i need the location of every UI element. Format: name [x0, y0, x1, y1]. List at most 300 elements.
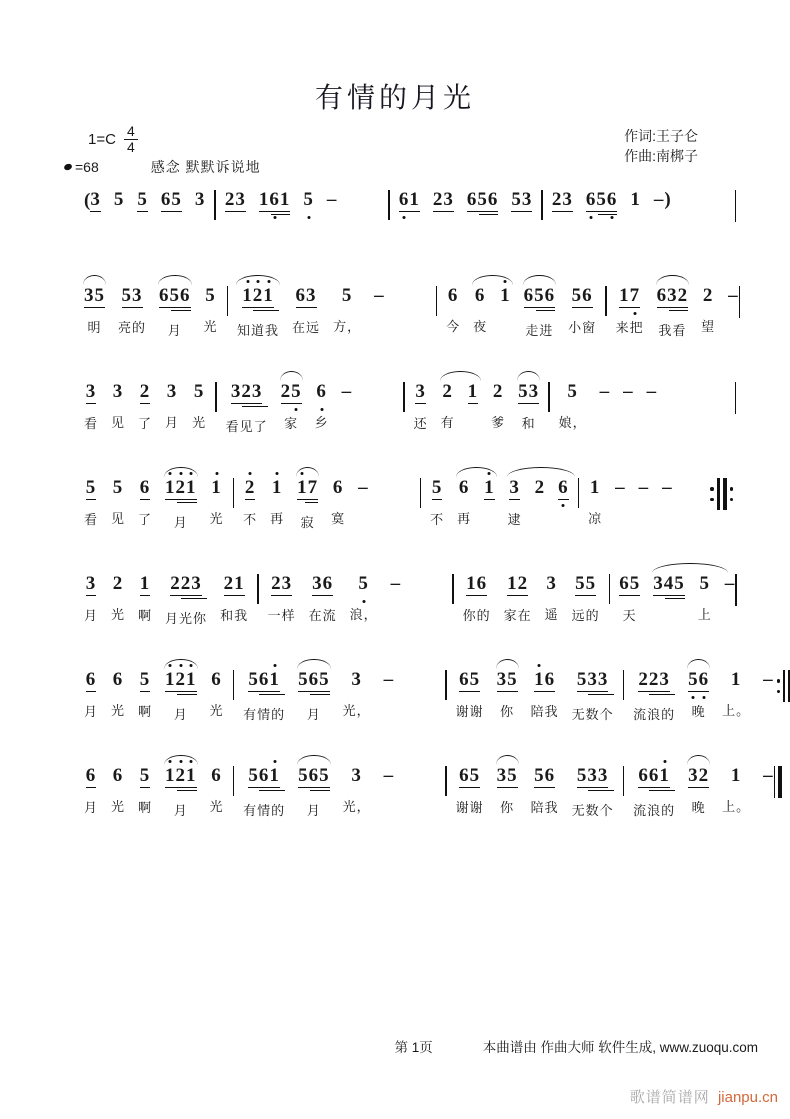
octave-dot-above	[301, 472, 304, 475]
note-digits: –	[638, 477, 650, 498]
measure	[84, 752, 224, 819]
note-digits: 5 6	[534, 765, 556, 786]
note-digits: 6 3	[295, 285, 317, 306]
note	[343, 656, 371, 723]
note-digits: 5 3 3	[576, 765, 609, 786]
note	[701, 272, 715, 339]
second-beam	[177, 694, 197, 696]
barline	[420, 478, 422, 508]
lyric: 月	[173, 803, 188, 819]
lyric: 凉	[588, 510, 603, 526]
note	[491, 368, 505, 432]
note	[497, 656, 518, 723]
note	[84, 176, 101, 237]
measure	[243, 464, 369, 531]
measure	[463, 560, 600, 624]
note-digits: 2	[139, 381, 151, 402]
second-beam	[242, 406, 268, 408]
note	[456, 752, 484, 819]
note	[303, 176, 314, 240]
note	[225, 176, 246, 240]
lyric: 陪我	[530, 799, 559, 815]
octave-dot-above	[179, 760, 182, 763]
note	[192, 368, 206, 432]
second-beam	[536, 310, 556, 312]
measure	[414, 368, 540, 432]
note	[298, 656, 330, 723]
note	[653, 560, 685, 624]
barline	[452, 574, 454, 604]
note-digits: 1 2 1	[165, 478, 197, 500]
measure	[243, 752, 394, 819]
note	[433, 176, 454, 240]
barline	[388, 190, 390, 220]
lyric: 小窗	[568, 319, 597, 335]
measure	[559, 368, 658, 431]
octave-dot-above	[179, 472, 182, 475]
note-digits: 5 6	[571, 285, 593, 306]
note-digits: 3	[351, 765, 362, 786]
note	[281, 368, 302, 435]
note-digits: 6 5 6	[159, 285, 191, 306]
lyric: 流浪的	[633, 803, 676, 819]
note-digits: 1 2	[507, 573, 529, 594]
note-digits: –	[341, 381, 353, 402]
lyric: 明	[87, 319, 102, 335]
octave-dot-below	[307, 216, 310, 219]
note-digits: 3	[351, 669, 362, 690]
note	[399, 176, 420, 240]
note	[616, 272, 644, 339]
note	[84, 752, 98, 819]
note	[210, 464, 224, 531]
repeat-end-barline	[774, 670, 790, 702]
lyric: 寂	[300, 515, 315, 531]
lyric: 月	[165, 414, 180, 430]
note	[84, 560, 98, 627]
note-digits: 5	[113, 189, 125, 210]
note-digits: 6	[332, 477, 344, 498]
repeat-both-barline	[707, 478, 736, 510]
barline	[623, 766, 625, 796]
octave-dot-above	[276, 472, 279, 475]
second-beam	[305, 502, 318, 504]
slur-arc	[523, 275, 557, 285]
measure	[84, 464, 224, 531]
barline	[436, 286, 438, 316]
song-title: 有情的月光	[314, 83, 475, 114]
note-digits: 5 6 5	[298, 765, 330, 786]
note	[111, 656, 125, 723]
note-digits: 3	[112, 381, 124, 402]
note-digits: 3	[166, 381, 178, 402]
barline	[605, 286, 607, 316]
note-digits: –	[653, 189, 665, 210]
lyric: 走进	[525, 323, 554, 339]
note-digits: 5	[193, 381, 205, 402]
note-digits: –	[326, 189, 338, 210]
slur-arc	[652, 563, 728, 573]
barline	[578, 478, 580, 508]
octave-dot-above	[663, 760, 666, 763]
note	[504, 560, 532, 624]
note	[662, 464, 673, 527]
score	[84, 176, 774, 848]
note	[315, 368, 329, 435]
note-digits: 2 3	[551, 189, 573, 210]
barline-end	[735, 574, 737, 606]
note	[237, 272, 279, 339]
note	[497, 752, 518, 819]
lyric: 晚	[691, 799, 706, 815]
second-beam	[181, 598, 207, 600]
note-digits: 1	[272, 478, 283, 499]
lyric: 谢谢	[455, 703, 484, 719]
lyric: 远的	[571, 607, 600, 623]
software-credit: 本曲谱由 作曲大师 软件生成, www.zuoqu.com	[482, 1040, 758, 1055]
second-beam	[588, 790, 614, 792]
note	[384, 656, 395, 723]
measure	[225, 176, 338, 240]
lyric: 看	[84, 415, 99, 431]
note	[226, 368, 268, 435]
note	[204, 272, 218, 339]
octave-dot-below	[611, 216, 614, 219]
slur-arc	[83, 275, 106, 285]
slur-arc	[517, 371, 540, 381]
lyric: 有情的	[243, 707, 286, 723]
note-digits: 5	[341, 285, 353, 306]
note	[195, 176, 206, 237]
note	[722, 752, 750, 819]
note-digits: 6 5	[459, 765, 481, 786]
note-digits: 6 6 1	[638, 766, 670, 788]
note-digits: 6	[112, 669, 124, 690]
note	[343, 752, 371, 819]
note	[568, 272, 596, 339]
measure	[633, 752, 774, 819]
note	[210, 656, 224, 723]
note-digits: 6	[85, 669, 97, 690]
note-digits: 3	[85, 381, 97, 402]
lyric: 爹	[491, 414, 506, 430]
barline	[548, 382, 550, 412]
lyric: 光	[192, 414, 207, 430]
note	[270, 464, 284, 531]
lyric: 再	[270, 510, 285, 526]
note	[484, 464, 495, 528]
note-digits: 6	[211, 765, 222, 786]
note	[630, 176, 641, 240]
lyric: 见	[111, 510, 126, 526]
slur-arc	[496, 659, 519, 669]
final-barline	[774, 766, 782, 798]
note-digits: –	[390, 573, 402, 594]
second-beam	[669, 310, 689, 312]
note-digits: 5 6 1	[248, 766, 280, 788]
note	[84, 464, 98, 531]
note	[508, 464, 522, 528]
octave-dot-above	[488, 472, 491, 475]
note-digits: 5	[303, 190, 314, 211]
note-digits: 2 3	[271, 573, 293, 594]
second-beam	[665, 598, 685, 600]
close-paren: )	[664, 189, 671, 210]
note	[457, 464, 471, 528]
note	[333, 272, 361, 339]
lyric: 光	[209, 798, 224, 814]
note	[463, 560, 491, 624]
octave-dot-above	[169, 664, 172, 667]
time-signature	[124, 124, 138, 154]
lyric: 光	[111, 702, 126, 718]
lyric: 月	[173, 515, 188, 531]
note	[535, 464, 546, 528]
note	[531, 656, 559, 723]
note	[446, 272, 460, 339]
note	[586, 176, 618, 240]
octave-dot-above	[190, 472, 193, 475]
note	[161, 176, 182, 237]
note	[138, 752, 152, 819]
lyric: 了	[138, 511, 153, 527]
lyric: 流浪的	[633, 707, 676, 723]
lyric: 上。	[722, 798, 751, 814]
octave-dot-below	[590, 216, 593, 219]
octave-dot-below	[320, 408, 323, 411]
note	[633, 656, 675, 723]
measure	[268, 560, 402, 624]
lyric: 有	[440, 414, 455, 430]
barline	[541, 190, 543, 220]
note	[657, 272, 689, 339]
second-beam	[649, 694, 675, 696]
note	[441, 368, 455, 432]
note-digits: 2 3	[224, 189, 246, 210]
second-beam	[310, 790, 330, 792]
barline	[215, 382, 217, 412]
second-beam	[598, 214, 618, 216]
composer: 作曲:南梆子	[624, 148, 698, 165]
lyric: 家在	[503, 607, 532, 623]
octave-dot-above	[273, 664, 276, 667]
note-digits: 3 5	[496, 765, 518, 786]
note-digits: 1 7	[297, 478, 318, 500]
note	[384, 752, 395, 819]
octave-dot-below	[562, 504, 565, 507]
lyric: 在流	[308, 607, 337, 623]
note	[165, 464, 197, 531]
score-line	[84, 752, 774, 848]
open-paren: (	[84, 190, 91, 211]
lyric: 陪我	[530, 703, 559, 719]
note	[623, 368, 634, 431]
note	[138, 368, 152, 432]
barline	[233, 478, 235, 508]
note	[430, 464, 444, 528]
lyric: 亮的	[118, 319, 147, 335]
note	[374, 272, 385, 339]
note	[473, 272, 487, 339]
note	[763, 656, 774, 723]
note-digits: 5	[699, 573, 710, 594]
repeat-dot	[730, 498, 734, 502]
score-line	[84, 368, 736, 464]
second-beam	[259, 694, 285, 696]
octave-dot-above	[246, 280, 249, 283]
slur-arc	[687, 755, 710, 765]
note-digits: 6 5	[160, 189, 182, 210]
lyric: 月	[167, 323, 182, 339]
note	[84, 656, 98, 723]
note-digits: 1	[139, 573, 151, 594]
note	[511, 176, 532, 240]
note	[647, 368, 658, 431]
note-digits: 3	[85, 573, 97, 594]
barline	[227, 286, 229, 316]
score-line	[84, 464, 736, 560]
note-digits: 6 3 2	[656, 285, 689, 306]
lyric: 我看	[658, 323, 687, 339]
lyric: 方，	[333, 318, 362, 334]
note-digits: 2	[112, 573, 124, 594]
octave-dot-below	[362, 600, 365, 603]
note-digits: 3	[90, 189, 101, 210]
slur-arc	[158, 275, 192, 285]
lyric: 月	[84, 703, 99, 719]
octave-dot-above	[215, 472, 218, 475]
note	[518, 368, 539, 432]
slur-arc	[687, 659, 710, 669]
note	[243, 752, 285, 819]
measure	[237, 272, 385, 339]
note-digits: 5 6 1	[248, 670, 280, 692]
note-digits: 3	[194, 189, 206, 210]
lyric: 光	[111, 798, 126, 814]
note	[558, 464, 569, 528]
note	[725, 560, 736, 624]
note-digits: 2	[442, 381, 453, 402]
octave-dot-above	[267, 280, 270, 283]
lyric: 月	[84, 607, 99, 623]
note	[309, 560, 337, 624]
octave-dot-above	[169, 760, 172, 763]
note-digits: –	[374, 285, 385, 306]
note-digits: 3 4 5	[653, 573, 685, 594]
note-digits: 1 2 1	[242, 286, 274, 308]
note-digits: 6 5 6	[523, 285, 556, 306]
lyric: 上。	[722, 702, 751, 718]
lyric: 月	[84, 799, 99, 815]
measure	[226, 368, 353, 435]
lyric: 晚	[691, 703, 706, 719]
measure	[430, 464, 569, 528]
lyric: 还	[413, 415, 428, 431]
slur-arc	[297, 755, 331, 765]
second-beam	[259, 790, 285, 792]
lyric: 逮	[507, 511, 522, 527]
note-digits: 6 1	[399, 190, 420, 212]
lyric: 你	[500, 703, 515, 719]
measure	[588, 464, 673, 527]
repeat-dot	[730, 487, 734, 491]
lyric: 和	[521, 415, 536, 431]
note	[138, 464, 152, 531]
lyric: 啊	[138, 799, 153, 815]
note-digits: 1	[589, 477, 601, 498]
lyric: 你	[500, 799, 515, 815]
octave-dot-above	[249, 472, 252, 475]
measure	[446, 272, 596, 339]
lyric: 寞	[331, 510, 346, 526]
note-digits: –	[623, 381, 634, 402]
note	[600, 368, 611, 431]
note	[545, 560, 559, 624]
lyric: 光	[203, 318, 218, 334]
note-digits: 6	[558, 478, 569, 500]
lyric: 来把	[615, 319, 644, 335]
octave-dot-above	[190, 664, 193, 667]
note	[639, 464, 650, 527]
repeat-dots	[730, 478, 734, 510]
note	[572, 752, 614, 819]
note-digits: 2	[245, 478, 256, 500]
octave-dot-below	[692, 696, 695, 699]
note	[358, 464, 369, 531]
note	[524, 272, 556, 339]
note	[688, 752, 709, 819]
note	[414, 368, 428, 432]
lyric: 光	[209, 510, 224, 526]
note-digits: 6	[458, 477, 470, 498]
note	[259, 176, 291, 240]
note-digits: 1 6 1	[259, 190, 291, 212]
note-digits: –	[358, 477, 369, 498]
lyric: 今	[446, 318, 461, 334]
credits-block	[624, 126, 698, 167]
note-digits: 1 7	[619, 286, 640, 308]
lyric: 见	[111, 414, 126, 430]
note	[500, 272, 511, 339]
note	[165, 752, 197, 819]
note-digits: 6 5 6	[586, 190, 618, 212]
note	[165, 656, 197, 723]
note	[111, 752, 125, 819]
barline	[233, 766, 235, 796]
note	[111, 560, 125, 627]
lyric: 遥	[544, 606, 559, 622]
second-beam	[588, 694, 614, 696]
note	[468, 368, 479, 432]
measure	[84, 176, 205, 237]
note	[342, 368, 353, 435]
note-digits: 6	[316, 382, 327, 403]
note-digits: 1 2 1	[165, 766, 197, 788]
lyric: 不	[243, 511, 258, 527]
second-beam	[177, 790, 197, 792]
watermark-site-name: 歌谱简谱网	[629, 1089, 710, 1106]
barline	[445, 670, 447, 700]
note-digits: 3 6	[312, 573, 334, 594]
repeat-dot	[710, 498, 714, 502]
watermark	[630, 1086, 778, 1107]
note	[165, 368, 179, 432]
note-digits: 3 2	[688, 765, 710, 786]
note-digits: 5 6	[688, 670, 709, 692]
note-digits: –	[383, 765, 395, 786]
lyric: 光	[111, 606, 126, 622]
time-signature-bottom: 4	[126, 138, 135, 155]
